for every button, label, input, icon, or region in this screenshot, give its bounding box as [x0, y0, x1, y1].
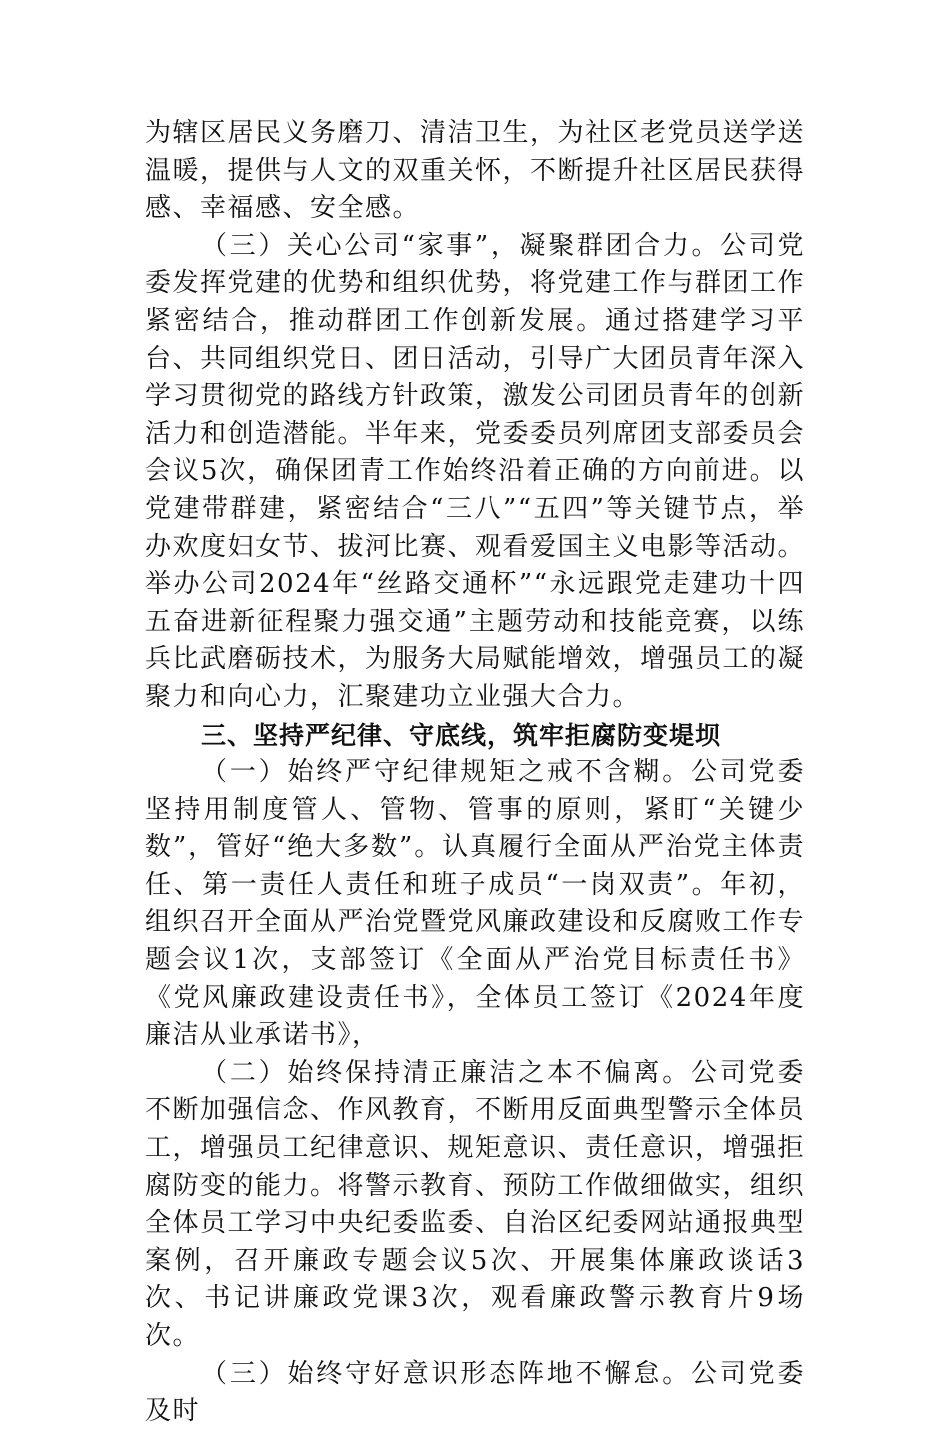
paragraph-group-work: （三）关心公司“家事”，凝聚群团合力。公司党委发挥党建的优势和组织优势，将党建工作与群团工作紧密结合，推动群团工作创新发展。通过搭建学习平台、共同组织党日、团日活动，引导广大团员青年深入学习贯彻党的路线方针政策，激发公司团员青年的创新活力和创造潜能。半年来，党委委员列席团支部委员会会议5次，确保团青工作始终沿着正确的方向前进。以党建带群建，紧密结合“三八”“五四”等关键节点，举办欢度妇女节、拔河比赛、观看爱国主义电影等活动。举办公司2024年“丝路交通杯”“永远跟党走建功十四五奋进新征程聚力强交通”主题劳动和技能竞赛，以练兵比武磨砺技术，为服务大局赋能增效，增强员工的凝聚力和向心力，汇聚建功立业强大合力。: [145, 230, 806, 712]
document-page: [145, 115, 805, 1431]
paragraph-ideology: （三）始终守好意识形态阵地不懈怠。公司党委及时: [145, 1358, 805, 1427]
paragraph-community-care: 为辖区居民义务磨刀、清洁卫生，为社区老党员送学送温暖，提供与人文的双重关怀，不断提升社区居民获得感、幸福感、安全感。: [145, 118, 806, 224]
paragraph-discipline: （一）始终严守纪律规矩之戒不含糊。公司党委坚持用制度管人、管物、管事的原则，紧盯“关键少数”，管好“绝大多数”。认真履行全面从严治党主体责任、第一责任人责任和班子成员“一岗双责”。年初，组织召开全面从严治党暨党风廉政建设和反腐败工作专题会议1次，支部签订《全面从严治党目标责任书》《党风廉政建设责任书》，全体员工签订《2024年度廉洁从业承诺书》，: [145, 757, 806, 1051]
paragraph-integrity: （二）始终保持清正廉洁之本不偏离。公司党委不断加强信念、作风教育，不断用反面典型警示全体员工，增强员工纪律意识、规矩意识、责任意识，增强拒腐防变的能力。将警示教育、预防工作做细做实，组织全体员工学习中央纪委监委、自治区纪委网站通报典型案例，召开廉政专题会议5次、开展集体廉政谈话3次、书记讲廉政党课3次，观看廉政警示教育片9场次。: [145, 1057, 806, 1351]
section-heading: 三、坚持严纪律、守底线，筑牢拒腐防变堤坝: [201, 720, 722, 750]
